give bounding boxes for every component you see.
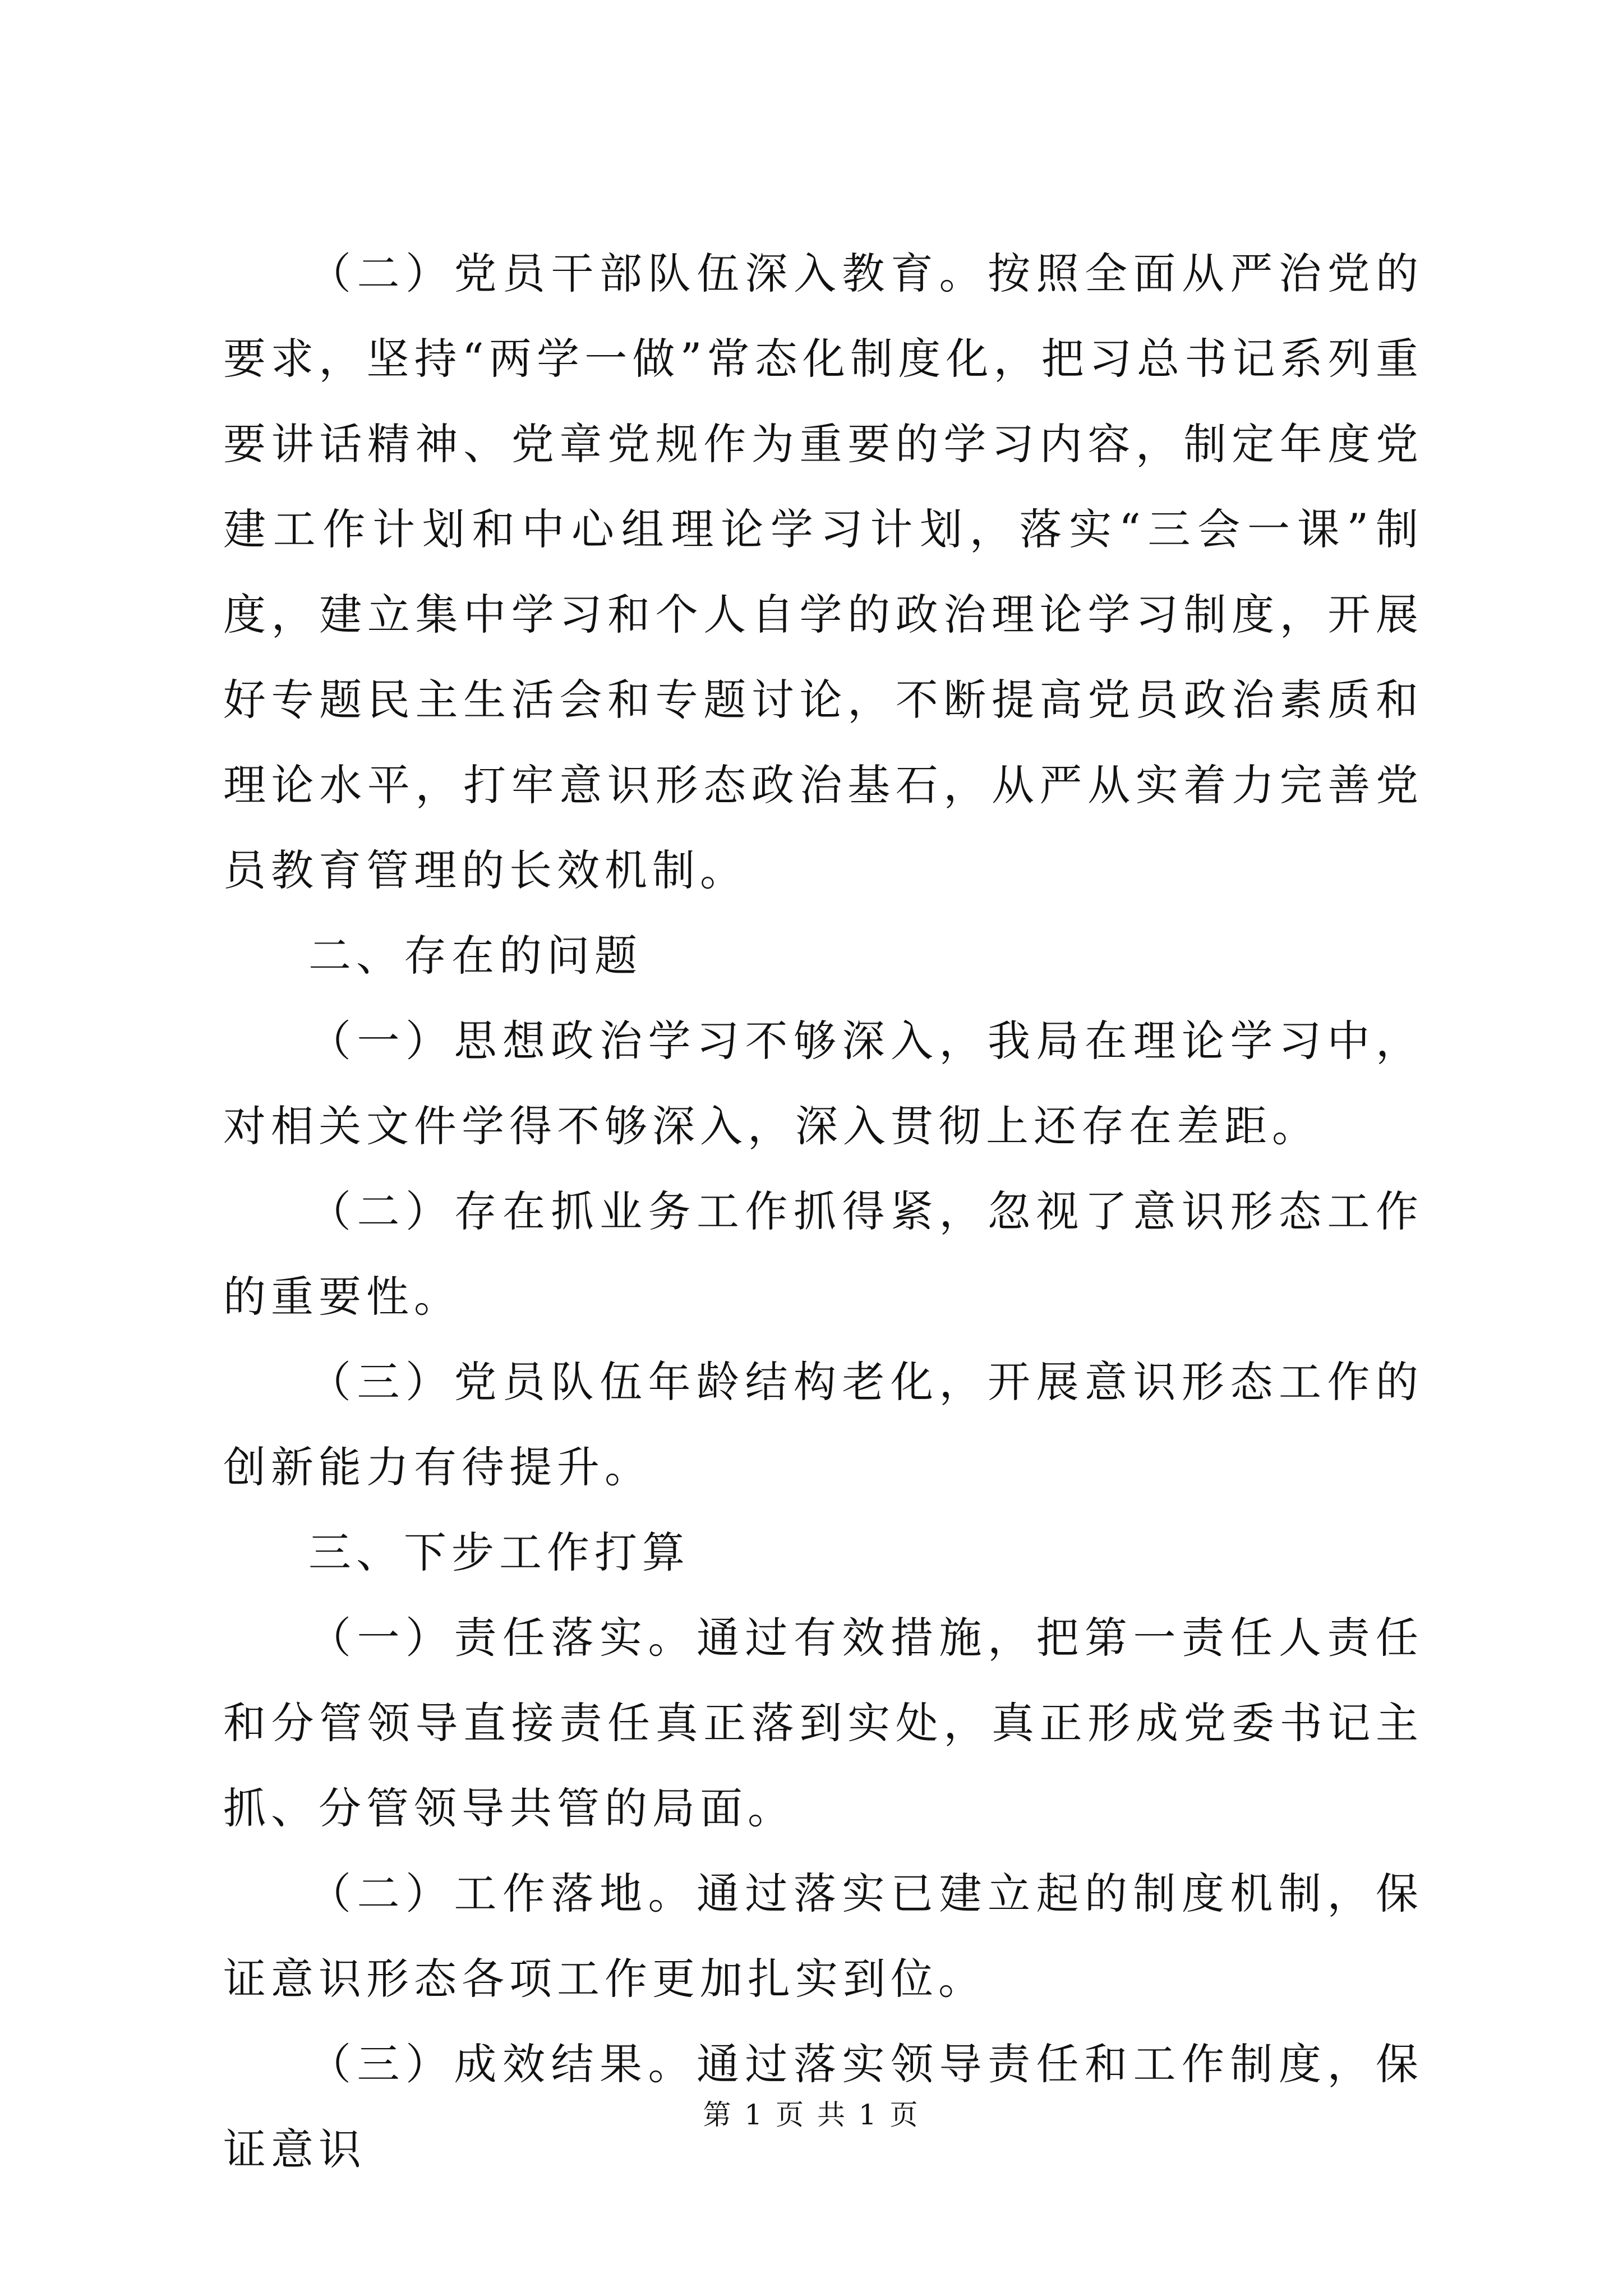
page-footer [0, 2095, 1623, 2134]
heading-existing-problems: 二、存在的问题 [308, 931, 642, 981]
paragraph-problem-2: （二）存在抓业务工作抓得紧，忽视了意识形态工作的重要性。 [223, 1186, 1423, 1322]
paragraph-problem-3: （三）党员队伍年龄结构老化，开展意识形态工作的创新能力有待提升。 [223, 1357, 1423, 1492]
paragraph-plan-1: （一）责任落实。通过有效措施，把第一责任人责任和分管领导直接责任真正落到实处，真正形成党委书记主抓、分管领导共管的局面。 [223, 1613, 1423, 1833]
paragraph-problem-1: （一）思想政治学习不够深入，我局在理论学习中，对相关文件学得不够深入，深入贯彻上还存在差距。 [223, 1016, 1423, 1151]
page-number-label: 第 1 页 共 1 页 [703, 2099, 920, 2131]
paragraph-plan-3: （三）成效结果。通过落实领导责任和工作制度，保证意识 [223, 2039, 1423, 2174]
heading-next-steps: 三、下步工作打算 [308, 1527, 690, 1577]
paragraph-party-education: （二）党员干部队伍深入教育。按照全面从严治党的要求，坚持“两学一做”常态化制度化，把习总书记系列重要讲话精神、党章党规作为重要的学习内容，制定年度党建工作计划和中心组理论学习计划，落实“三会一课”制度，建立集中学习和个人自学的政治理论学习制度，开展好专题民主生活会和专题讨论，不断提高党员政治素质和理论水平，打牢意识形态政治基石，从严从实着力完善党员教育管理的长效机制。 [223, 249, 1423, 895]
paragraph-plan-2: （二）工作落地。通过落实已建立起的制度机制，保证意识形态各项工作更加扎实到位。 [223, 1869, 1423, 2004]
document-body [223, 231, 1423, 2192]
